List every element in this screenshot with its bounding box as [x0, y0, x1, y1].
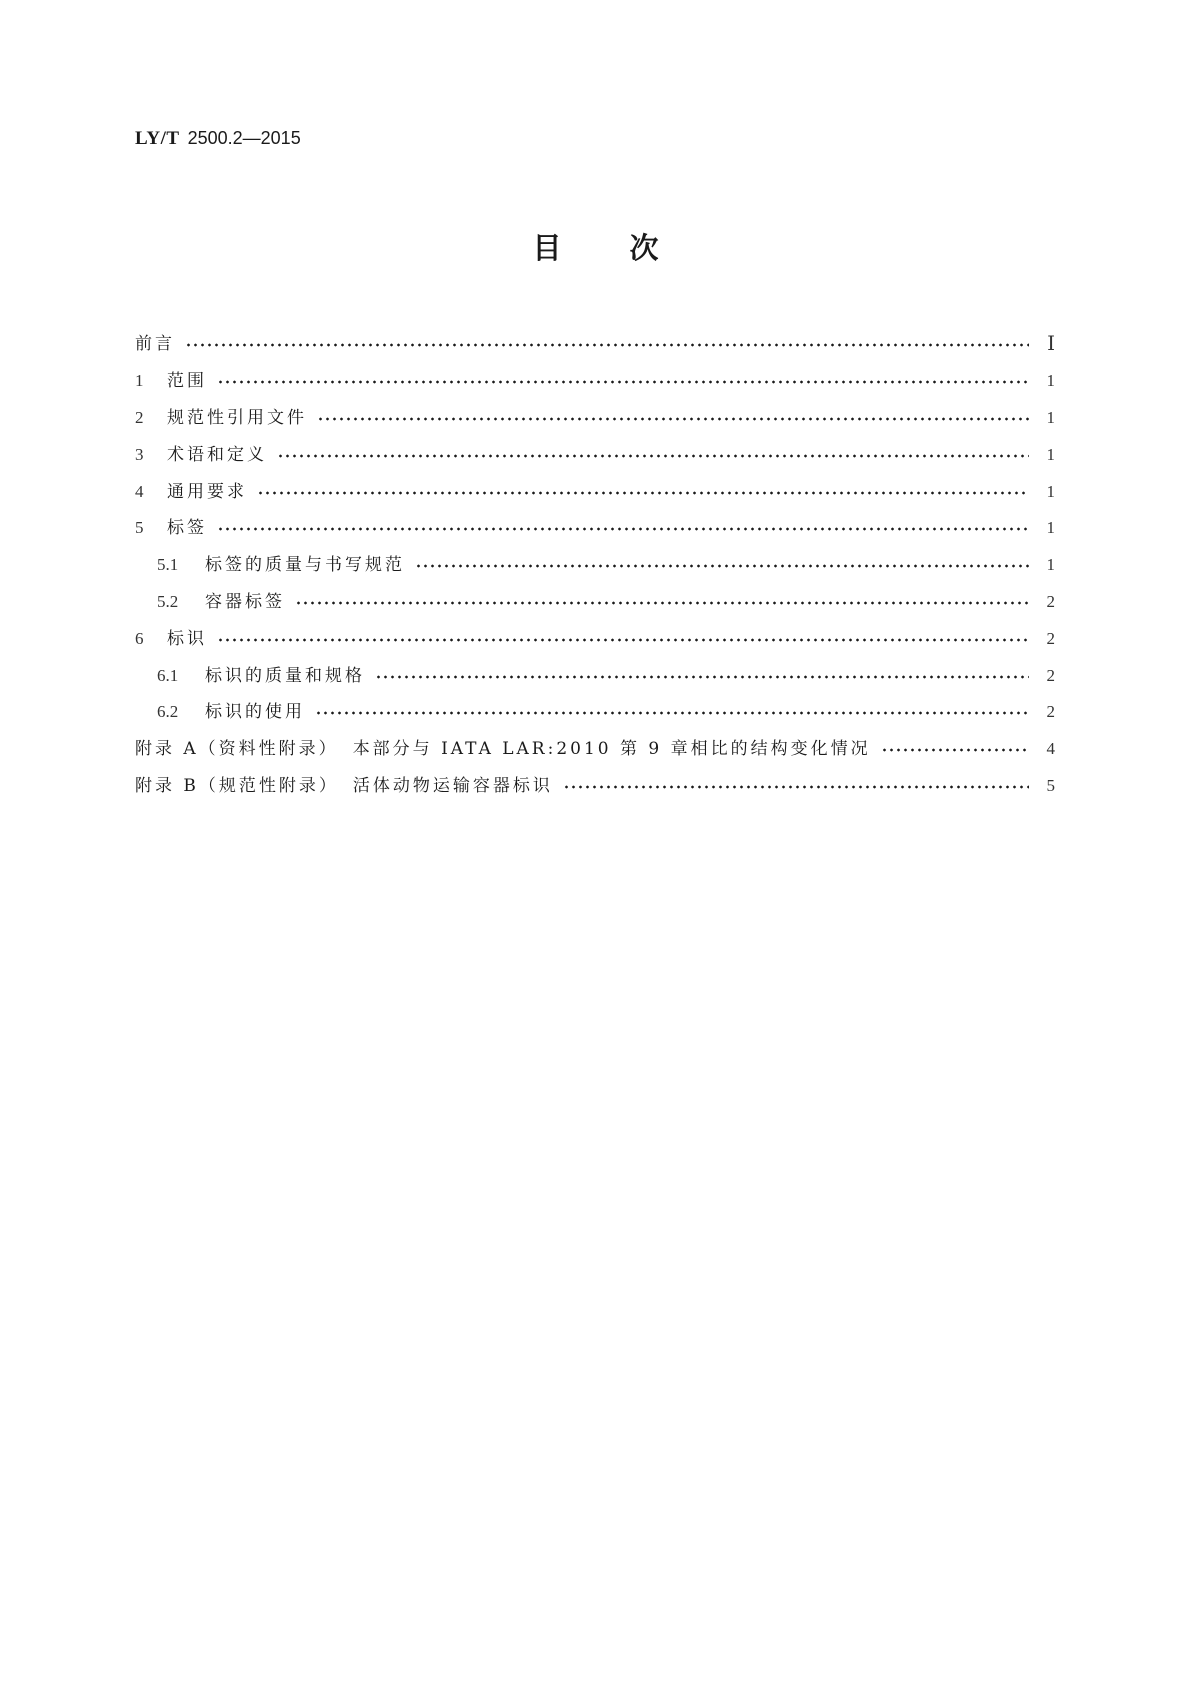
standard-code: LY/T — [135, 128, 180, 149]
toc-entry-annex-a[interactable] — [135, 731, 1055, 768]
dot-leader — [217, 527, 1029, 531]
toc-entry-label: 规范性引用文件 — [167, 407, 307, 428]
toc-entry-page: 2 — [1046, 665, 1055, 685]
toc-entry-general-requirements[interactable] — [135, 473, 1055, 510]
dot-leader — [315, 711, 1029, 715]
annex-title: 本部分与 IATA LAR:2010 第 9 章相比的结构变化情况 — [352, 739, 871, 760]
dot-leader — [317, 417, 1029, 421]
toc-entry-mark-usage[interactable] — [135, 694, 1055, 731]
dot-leader — [295, 601, 1029, 605]
dot-leader — [415, 564, 1029, 568]
page-title — [0, 228, 1191, 268]
toc-entry-container-labels[interactable] — [135, 584, 1055, 621]
dot-leader — [217, 380, 1029, 384]
toc-entry-number: 6.2 — [157, 702, 179, 722]
dot-leader — [563, 785, 1029, 789]
toc-entry-number: 6.1 — [157, 665, 179, 685]
toc-entry-page: 1 — [1046, 371, 1055, 391]
toc-entry-mark-quality[interactable] — [135, 657, 1055, 694]
toc-entry-page: 1 — [1046, 555, 1055, 575]
toc-entry-number: 5.1 — [157, 555, 179, 575]
toc-entry-terms-definitions[interactable] — [135, 436, 1055, 473]
toc-entry-label: 通用要求 — [167, 481, 247, 502]
dot-leader — [217, 638, 1029, 642]
toc-entry-label: 术语和定义 — [167, 444, 267, 465]
toc-entry-label: 前言 — [135, 334, 175, 355]
toc-entry-number: 1 — [135, 371, 144, 391]
toc-entry-number: 2 — [135, 407, 144, 427]
toc-entry-label-quality[interactable] — [135, 547, 1055, 584]
toc-entry-page: 2 — [1046, 702, 1055, 722]
toc-entry-normative-references[interactable] — [135, 400, 1055, 437]
toc-entry-number: 3 — [135, 444, 144, 464]
toc-entry-label: 范围 — [167, 371, 207, 392]
toc-entry-label: 标识的质量和规格 — [205, 665, 365, 686]
toc-entry-page: 2 — [1046, 591, 1055, 611]
toc-entry-labels[interactable] — [135, 510, 1055, 547]
dot-leader — [277, 454, 1029, 458]
toc-entry-page: 4 — [1046, 739, 1055, 759]
annex-prefix: 附录 A（资料性附录） — [135, 739, 339, 760]
toc-entry-marks[interactable] — [135, 620, 1055, 657]
toc-entry-number: 5 — [135, 518, 144, 538]
title-char-2: 次 — [629, 231, 659, 265]
toc-entry-page: 1 — [1046, 481, 1055, 501]
toc-entry-label: 标识的使用 — [205, 702, 305, 723]
toc-entry-scope[interactable] — [135, 363, 1055, 400]
toc-entry-page: 5 — [1046, 775, 1055, 795]
toc-entry-number: 6 — [135, 628, 144, 648]
annex-prefix: 附录 B（规范性附录） — [135, 775, 339, 796]
dot-leader — [257, 491, 1029, 495]
toc-entry-number: 4 — [135, 481, 144, 501]
toc-entry-page: 1 — [1046, 518, 1055, 538]
toc-entry-annex-b[interactable] — [135, 768, 1055, 805]
annex-title: 活体动物运输容器标识 — [352, 775, 553, 796]
toc-entry-foreword[interactable] — [135, 326, 1055, 363]
dot-leader — [375, 675, 1029, 679]
dot-leader — [881, 748, 1029, 752]
toc-entry-label: 标签 — [167, 518, 207, 539]
toc-entry-label: 标签的质量与书写规范 — [205, 555, 405, 576]
toc-entry-page: Ⅰ — [1047, 333, 1055, 356]
toc-entry-label: 容器标签 — [205, 591, 285, 612]
toc-entry-label: 标识 — [167, 628, 207, 649]
toc-entry-page: 1 — [1046, 407, 1055, 427]
toc-entry-page: 1 — [1046, 444, 1055, 464]
standard-number: 2500.2—2015 — [187, 128, 301, 148]
toc-entry-number: 5.2 — [157, 591, 179, 611]
title-char-1: 目 — [532, 231, 562, 265]
dot-leader — [185, 343, 1029, 347]
toc-entry-page: 2 — [1046, 628, 1055, 648]
table-of-contents — [135, 326, 1055, 804]
standard-number-header — [135, 126, 301, 151]
